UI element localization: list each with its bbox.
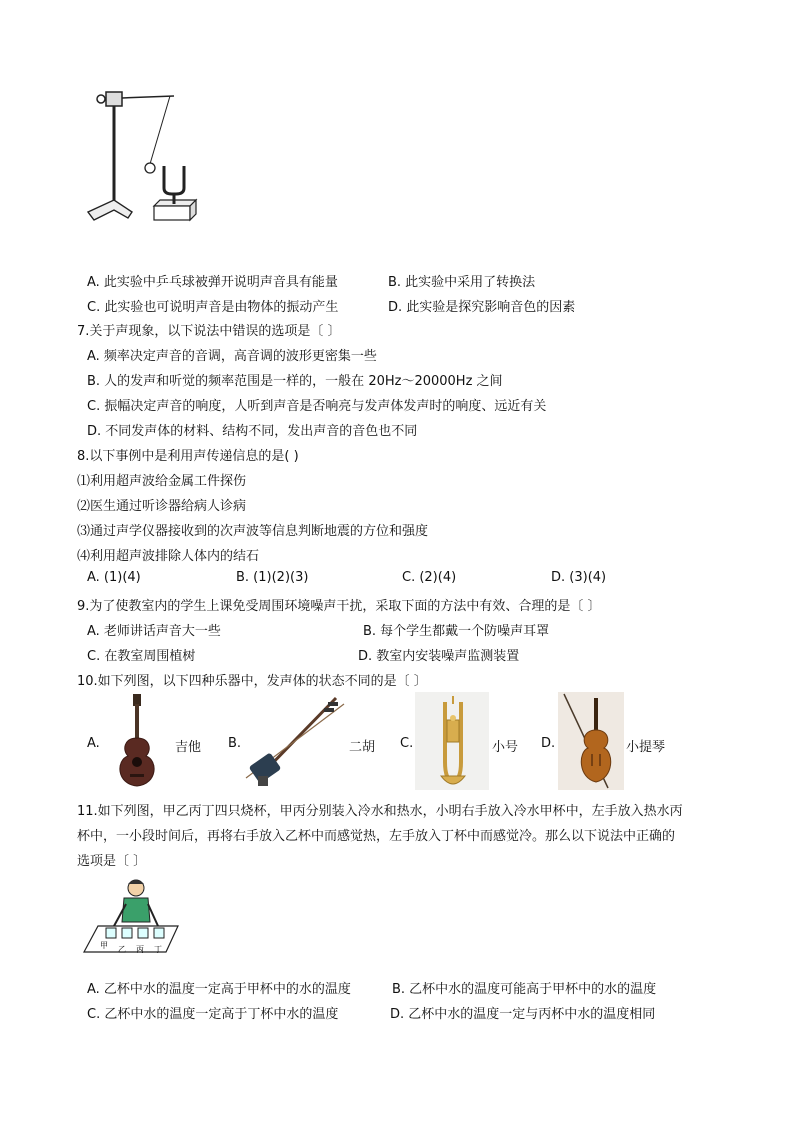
q6-option-c[interactable]: C. 此实验也可说明声音是由物体的振动产生 [87, 300, 339, 315]
q10-option-c-name: 小号 [492, 740, 519, 755]
trumpet-image[interactable] [415, 692, 489, 790]
q10-option-d-letter[interactable]: D. [541, 736, 556, 751]
q8-item-1: ⑴利用超声波给金属工件探伤 [77, 474, 247, 489]
q7-option-b[interactable]: B. 人的发声和听觉的频率范围是一样的，一般在 20Hz～20000Hz 之间 [87, 374, 503, 389]
cup-label-bing: 丙 [136, 945, 144, 954]
q9-option-a[interactable]: A. 老师讲话声音大一些 [87, 624, 221, 639]
q10-option-b-name: 二胡 [349, 740, 376, 755]
cup-label-yi: 乙 [118, 945, 126, 954]
q10-stem: 10.如下列图，以下四种乐器中，发声体的状态不同的是〔 〕 [77, 674, 427, 689]
q11-stem-line1: 11.如下列图，甲乙丙丁四只烧杯，甲丙分别装入冷水和热水，小明右手放入冷水甲杯中，左手放入热水丙 [77, 804, 683, 819]
q9-option-d[interactable]: D. 教室内安装噪声监测装置 [358, 649, 520, 664]
q8-item-3: ⑶通过声学仪器接收到的次声波等信息判断地震的方位和强度 [77, 524, 429, 539]
q10-option-a-name: 吉他 [175, 740, 202, 755]
q11-stem-line3: 选项是〔 〕 [77, 854, 147, 869]
q7-option-a[interactable]: A. 频率决定声音的音调，高音调的波形更密集一些 [87, 349, 377, 364]
cup-label-jia: 甲 [100, 941, 108, 950]
q11-option-a[interactable]: A. 乙杯中水的温度一定高于甲杯中的水的温度 [87, 982, 351, 997]
q10-option-c-letter[interactable]: C. [400, 736, 414, 751]
q8-item-4: ⑷利用超声波排除人体内的结石 [77, 549, 260, 564]
q10-option-b-letter[interactable]: B. [228, 736, 242, 751]
tuning-fork-figure [84, 84, 204, 229]
q10-option-d-name: 小提琴 [626, 740, 666, 755]
q11-option-c[interactable]: C. 乙杯中水的温度一定高于丁杯中水的温度 [87, 1007, 339, 1022]
guitar-image[interactable] [104, 692, 170, 790]
cups-figure [78, 876, 188, 960]
q9-option-b[interactable]: B. 每个学生都戴一个防噪声耳罩 [363, 624, 550, 639]
q9-option-c[interactable]: C. 在教室周围植树 [87, 649, 196, 664]
q6-option-a[interactable]: A. 此实验中乒乓球被弹开说明声音具有能量 [87, 275, 338, 290]
q10-option-a-letter[interactable]: A. [87, 736, 100, 751]
q8-option-a[interactable]: A. (1)(4) [87, 570, 141, 585]
q8-item-2: ⑵医生通过听诊器给病人诊病 [77, 499, 247, 514]
q6-option-b[interactable]: B. 此实验中采用了转换法 [388, 275, 536, 290]
q9-stem: 9.为了使教室内的学生上课免受周围环境噪声干扰，采取下面的方法中有效、合理的是〔 〕 [77, 599, 601, 614]
q7-option-c[interactable]: C. 振幅决定声音的响度，人听到声音是否响亮与发声体发声时的响度、远近有关 [87, 399, 547, 414]
q7-option-d[interactable]: D. 不同发声体的材料、结构不同，发出声音的音色也不同 [87, 424, 418, 439]
q7-stem: 7.关于声现象，以下说法中错误的选项是〔 〕 [77, 324, 341, 339]
q6-option-d[interactable]: D. 此实验是探究影响音色的因素 [388, 300, 576, 315]
cup-label-ding: 丁 [154, 945, 162, 954]
q11-option-b[interactable]: B. 乙杯中水的温度可能高于甲杯中的水的温度 [392, 982, 657, 997]
q11-option-d[interactable]: D. 乙杯中水的温度一定与丙杯中水的温度相同 [390, 1007, 656, 1022]
q8-stem: 8.以下事例中是利用声传递信息的是( ) [77, 449, 299, 464]
violin-image[interactable] [558, 692, 624, 790]
q8-option-c[interactable]: C. (2)(4) [402, 570, 457, 585]
q11-stem-line2: 杯中，一小段时间后，再将右手放入乙杯中而感觉热，左手放入丁杯中而感觉冷。那么以下说法中正确的 [77, 829, 676, 844]
erhu-image[interactable] [240, 694, 348, 790]
q8-option-d[interactable]: D. (3)(4) [551, 570, 607, 585]
q8-option-b[interactable]: B. (1)(2)(3) [236, 570, 309, 585]
